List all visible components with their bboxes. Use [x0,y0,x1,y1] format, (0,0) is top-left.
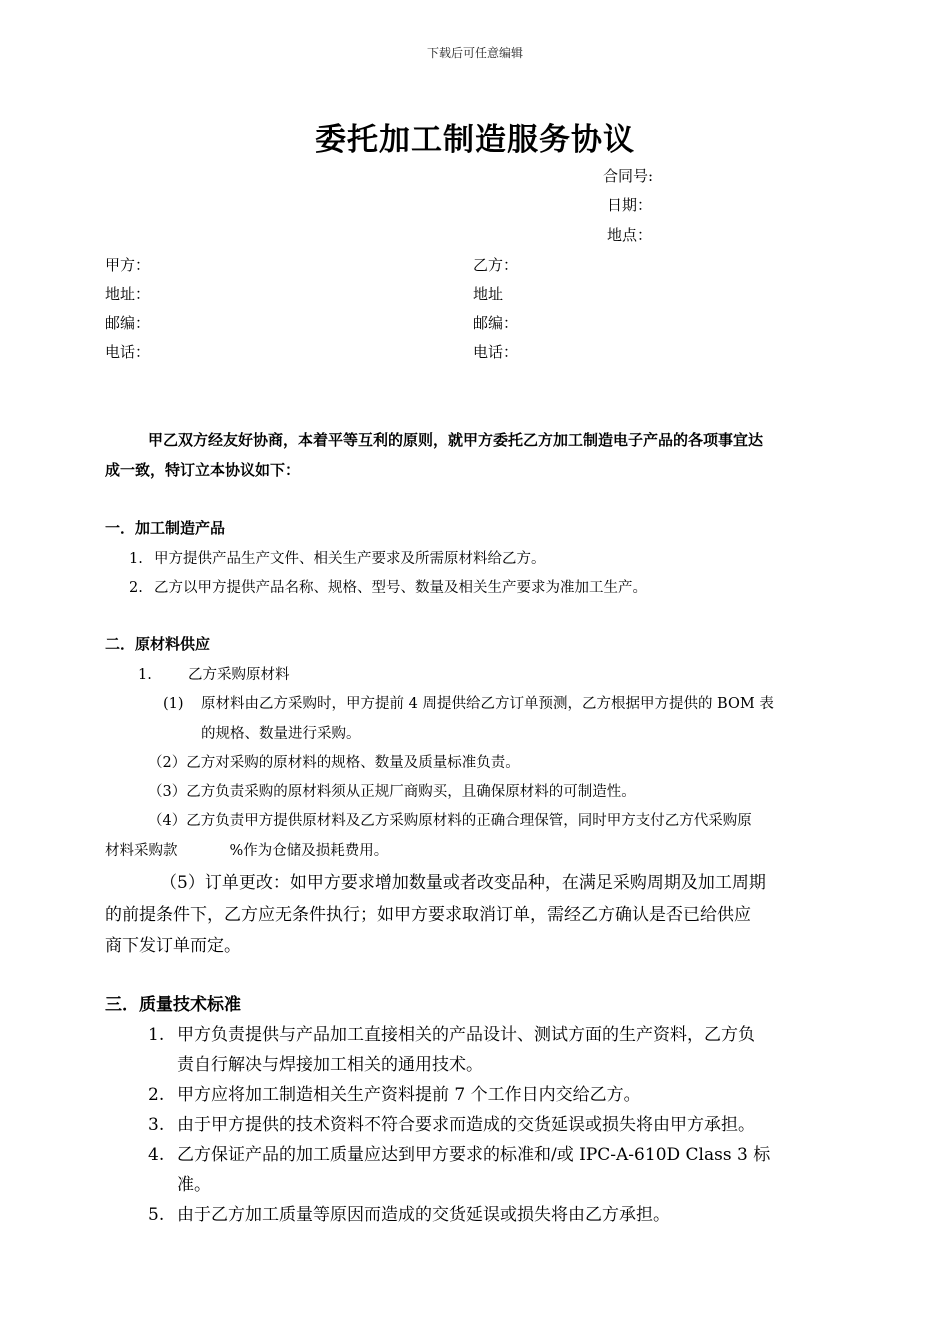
item-text: 乙方采购原材料 [188,667,290,683]
section-3-item-1-line-2: 责自行解决与焊接加工相关的通用技术。 [177,1055,483,1075]
item-text: 原材料由乙方采购时，甲方提前 4 周提供给乙方订单预测，乙方根据甲方提供的 BOM 表 [201,696,774,712]
section-3-item-3 [148,1110,755,1135]
item-number: 3. [148,1115,165,1135]
item-text: 甲方应将加工制造相关生产资料提前 7 个工作日内交给乙方。 [177,1085,641,1105]
item-text: 乙方以甲方提供产品名称、规格、型号、数量及相关生产要求为准加工生产。 [154,580,647,596]
section-2-para-5-line-3: 商下发订单而定。 [105,936,241,956]
section-3-item-1 [148,1020,755,1045]
section-1-heading: 一．加工制造产品 [105,519,226,537]
item-number: 1. [129,551,143,567]
item-number: 2. [129,580,143,596]
place-label: 地点： [607,226,653,244]
item-number: 1. [138,667,152,683]
party-a-postcode-label: 邮编： [105,314,151,332]
section-2-para-4-line-2 [105,839,388,860]
section-3-item-4-line-2: 准。 [177,1175,211,1195]
party-a-phone-label: 电话： [105,343,151,361]
intro-line-2: 成一致，特订立本协议如下： [105,461,301,479]
item-text: 甲方提供产品生产文件、相关生产要求及所需原材料给乙方。 [154,551,546,567]
section-2-para-4-line-1: （4）乙方负责甲方提供原材料及乙方采购原材料的正确合理保管，同时甲方支付乙方代采购原 [148,813,752,829]
section-3-item-5 [148,1200,670,1225]
item-number: 4. [148,1145,165,1165]
contract-number-label: 合同号: [603,167,654,185]
section-2-para-5-line-1: （5）订单更改：如甲方要求增加数量或者改变品种，在满足采购周期及加工周期 [160,873,766,893]
party-b-name-label: 乙方： [473,256,519,274]
intro-line-1: 甲乙双方经友好协商，本着平等互利的原则，就甲方委托乙方加工制造电子产品的各项事宜达 [148,431,764,449]
page-header-note: 下载后可任意编辑 [426,46,523,60]
section-3-item-2 [148,1080,641,1105]
item-text: 由于甲方提供的技术资料不符合要求而造成的交货延误或损失将由甲方承担。 [177,1115,755,1135]
section-2-sub-1 [138,663,290,684]
item-text: 材料采购款 [105,843,178,859]
section-2-para-3: （3）乙方负责采购的原材料须从正规厂商购买，且确保原材料的可制造性。 [148,784,636,800]
section-1-item-1 [129,547,546,568]
date-label: 日期： [607,196,653,214]
section-3-item-4 [148,1140,770,1165]
item-number: (1) [163,696,184,712]
item-text: 由于乙方加工质量等原因而造成的交货延误或损失将由乙方承担。 [177,1205,670,1225]
section-2-heading: 二．原材料供应 [105,635,211,653]
item-text: %作为仓储及损耗费用。 [229,843,389,859]
item-number: 1. [148,1025,165,1045]
section-1-item-2 [129,576,647,597]
section-3-heading: 三．质量技术标准 [105,995,241,1015]
party-b-postcode-label: 邮编： [473,314,519,332]
item-number: 2. [148,1085,165,1105]
section-2-para-5-line-2: 的前提条件下，乙方应无条件执行；如甲方要求取消订单，需经乙方确认是否已给供应 [105,905,751,925]
item-text: 乙方保证产品的加工质量应达到甲方要求的标准和/或 IPC-A-610D Class 3 标 [177,1145,771,1165]
party-a-name-label: 甲方： [105,256,151,274]
item-number: 5. [148,1205,165,1225]
party-a-address-label: 地址： [105,285,151,303]
party-b-address-label: 地址 [473,285,504,303]
party-b-phone-label: 电话： [473,343,519,361]
section-2-para-2: （2）乙方对采购的原材料的规格、数量及质量标准负责。 [148,755,520,771]
item-text: 甲方负责提供与产品加工直接相关的产品设计、测试方面的生产资料，乙方负 [177,1025,755,1045]
section-2-para-1-line-2: 的规格、数量进行采购。 [201,726,361,742]
section-2-para-1-line-1 [163,692,774,713]
document-title: 委托加工制造服务协议 [315,122,635,158]
